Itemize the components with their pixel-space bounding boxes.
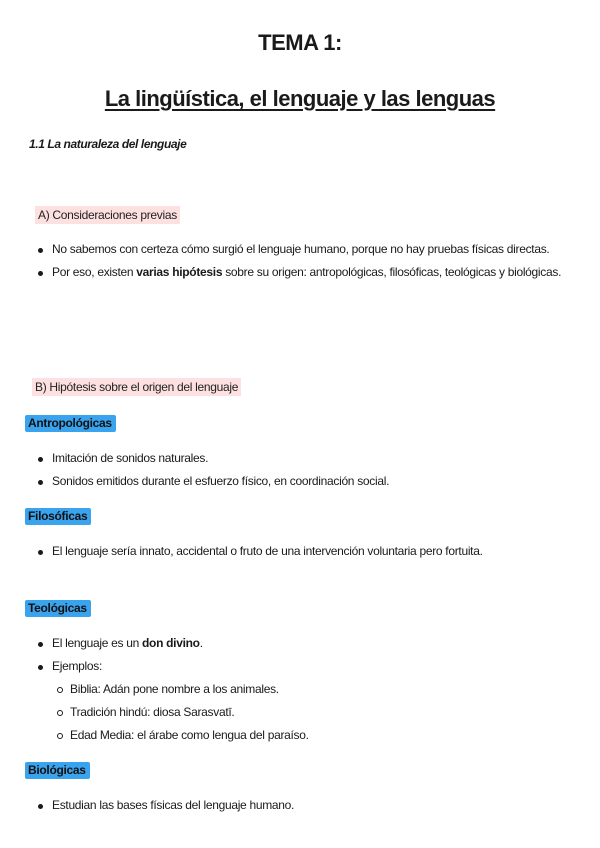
list-item-text: Sonidos emitidos durante el esfuerzo físico, en coordinación social. <box>52 474 390 488</box>
list-item-text: . <box>199 636 203 650</box>
subsection-a-list <box>29 238 562 284</box>
list-item-text: Tradición hindú: diosa Sarasvatī. <box>70 705 235 719</box>
list-item-text: Edad Media: el árabe como lengua del paraíso. <box>70 728 309 742</box>
list-item-text: Ejemplos: <box>52 659 102 673</box>
list-item-text: El lenguaje es un <box>52 636 143 650</box>
bold-text: varias hipótesis <box>136 265 223 279</box>
page-title: TEMA 1: <box>258 30 342 55</box>
list-item <box>29 794 562 817</box>
list-item-text: No sabemos con certeza cómo surgió el lenguaje humano, porque no hay pruebas físicas directas. <box>52 242 550 256</box>
list-item-text: Por eso, existen <box>52 265 137 279</box>
antropologicas-list <box>29 447 562 493</box>
list-item <box>29 447 562 470</box>
list-item-text: El lenguaje sería innato, accidental o fruto de una intervención voluntaria pero fortuita. <box>52 544 483 558</box>
section-label: 1.1 La naturaleza del lenguaje <box>29 137 187 151</box>
teologicas-list <box>29 632 562 747</box>
list-item-text: Biblia: Adán pone nombre a los animales. <box>70 682 279 696</box>
subsection-b-heading: B) Hipótesis sobre el origen del lenguaje <box>32 378 241 396</box>
filosoficas-list <box>29 540 562 563</box>
category-label-filosoficas: Filosóficas <box>25 508 91 525</box>
category-label-biologicas: Biológicas <box>25 762 90 779</box>
bold-text: don divino <box>142 636 200 650</box>
list-item-text: sobre su origen: antropológicas, filosóficas, teológicas y biológicas. <box>222 265 562 279</box>
sub-list-item <box>29 678 562 701</box>
list-item-text: Estudian las bases físicas del lenguaje humano. <box>52 798 295 812</box>
category-label-teologicas: Teológicas <box>25 600 91 617</box>
list-item <box>29 470 562 493</box>
list-item <box>29 238 562 261</box>
subsection-a-heading: A) Consideraciones previas <box>35 206 180 224</box>
list-item <box>29 655 562 678</box>
sub-list-item <box>29 724 562 747</box>
sub-list-item <box>29 701 562 724</box>
list-item <box>29 540 562 563</box>
list-item-text: Imitación de sonidos naturales. <box>52 451 209 465</box>
list-item <box>29 261 562 284</box>
category-label-antropologicas: Antropológicas <box>25 415 116 432</box>
list-item <box>29 632 562 655</box>
page-subtitle: La lingüística, el lenguaje y las lenguas <box>104 86 496 111</box>
biologicas-list <box>29 794 562 817</box>
